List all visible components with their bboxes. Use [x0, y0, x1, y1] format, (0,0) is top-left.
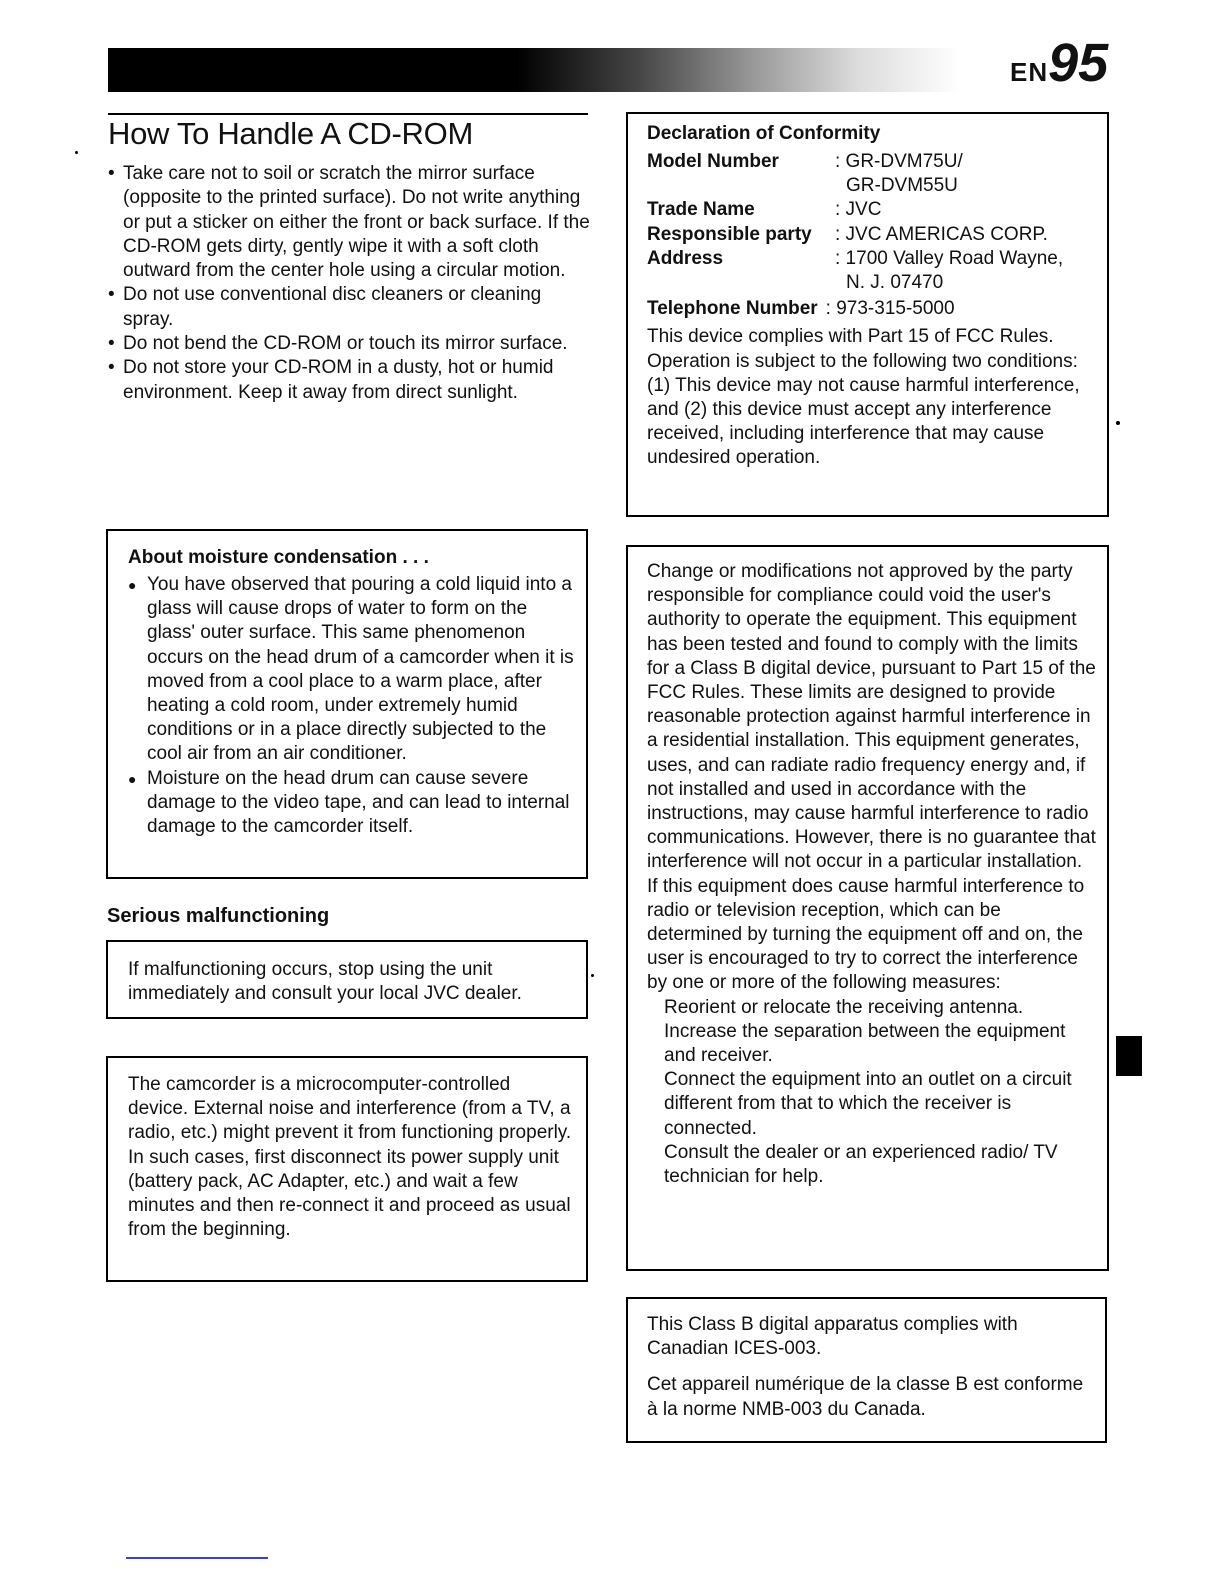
address-label: Address — [647, 247, 724, 269]
measures-list — [647, 996, 1097, 1190]
moisture-heading: About moisture condensation . . . — [128, 547, 429, 568]
fcc-modifications-box — [626, 545, 1109, 1271]
list-item: Consult the dealer or an experienced radio/ TV technician for help. — [664, 1141, 1058, 1188]
footer-rule — [126, 1557, 268, 1559]
telephone-label: Telephone Number — [647, 298, 818, 320]
scan-speck — [75, 151, 78, 154]
cd-rom-bullet-list — [108, 162, 593, 405]
spec-row-model — [647, 150, 1097, 198]
responsible-party-value: : JVC AMERICAS CORP. — [835, 223, 1048, 245]
page-title: How To Handle A CD-ROM — [108, 116, 473, 151]
page-number — [1010, 33, 1109, 96]
fcc-statement: This device complies with Part 15 of FCC Rules. Operation is subject to the following two conditions: — [647, 326, 1078, 372]
list-item: Reorient or relocate the receiving antenna. — [664, 996, 1024, 1018]
scan-speck — [591, 974, 594, 977]
list-item: ● You have observed that pouring a cold liquid into a glass will cause drops of water to form on the glass' outer surface. This same phenomenon occurs on the head drum of a camcorder when it is moved from a cool place to a warm place, after heating a cold room, under extremely humid conditions or in a place directly subjected to the cool air from an air conditioner. — [128, 573, 574, 767]
canada-english-text: This Class B digital apparatus complies with Canadian ICES-003. — [647, 1314, 1018, 1360]
moisture-list — [128, 573, 574, 839]
trade-name-label: Trade Name — [647, 199, 755, 221]
modifications-text: Change or modifications not approved by the party responsible for compliance could void the user's authority to operate the equipment. This equipment has been tested and found to comply with the limits for a Class B digital device, pursuant to Part 15 of the FCC Rules. These limits are designed to provide reasonable protection against harmful interference in a residential installation. This equipment generates, uses, and can radiate radio frequency energy and, if not installed and used in accordance with the instructions, may cause harmful interference to radio communications. However, there is no guarantee that interference will not occur in a particular installation. If this equipment does cause harmful interference to radio or television reception, which can be determined by turning the equipment off and on, the user is encouraged to try to correct the interference by one or more of the following measures: — [647, 561, 1096, 994]
section-marker — [1116, 1036, 1142, 1076]
model-number-value — [835, 150, 1097, 198]
address-line-2: N. J. 07470 — [846, 272, 944, 294]
model-number-line-2: GR-DVM55U — [846, 175, 958, 197]
title-rule — [108, 113, 588, 115]
list-item: Connect the equipment into an outlet on a circuit different from that to which the receiver is connected. — [664, 1069, 1072, 1139]
list-item: • Take care not to soil or scratch the mirror surface (opposite to the printed surface). Do not write anything or put a sticker on either the front or back surface. If the CD-ROM gets dirty, gently wipe it with a soft cloth outward from the center hole using a circular motion. — [108, 162, 593, 283]
list-item: • Do not use conventional disc cleaners or cleaning spray. — [108, 283, 593, 332]
page-number-value: 95 — [1048, 33, 1109, 93]
page-number-prefix: EN — [1010, 57, 1049, 87]
list-item: Increase the separation between the equipment and receiver. — [664, 1020, 1066, 1067]
spec-row-address — [647, 247, 1097, 295]
address-line-1: : 1700 Valley Road Wayne, — [835, 247, 1064, 269]
canada-french-text: Cet appareil numérique de la classe B est conforme à la norme NMB-003 du Canada. — [647, 1374, 1084, 1420]
model-number-line-1: : GR-DVM75U/ — [835, 151, 963, 172]
spec-row-trade — [647, 198, 1097, 222]
microcomputer-box — [106, 1056, 588, 1282]
model-number-label: Model Number — [647, 151, 779, 172]
scan-speck — [1116, 421, 1120, 425]
conformity-heading: Declaration of Conformity — [647, 123, 881, 144]
moisture-condensation-box — [106, 529, 588, 879]
malfunction-text: If malfunctioning occurs, stop using the unit immediately and consult your local JVC dealer. — [128, 959, 522, 1005]
malfunction-heading: Serious malfunctioning — [107, 905, 330, 927]
address-value — [835, 247, 1097, 295]
list-item: ● Moisture on the head drum can cause severe damage to the video tape, and can lead to internal damage to the camcorder itself. — [128, 767, 574, 840]
fcc-conditions: (1) This device may not cause harmful interference, and (2) this device must accept any interference received, including interference that may cause undesired operation. — [647, 374, 1080, 469]
list-item: • Do not bend the CD-ROM or touch its mirror surface. — [108, 332, 593, 356]
trade-name-value: : JVC — [835, 199, 882, 221]
responsible-party-label: Responsible party — [647, 223, 812, 245]
list-item: • Do not store your CD-ROM in a dusty, hot or humid environment. Keep it away from direct sunlight. — [108, 356, 593, 405]
canada-compliance-box — [626, 1297, 1107, 1443]
malfunction-box — [106, 940, 588, 1019]
spec-row-party — [647, 223, 1097, 247]
header-bar — [108, 48, 960, 92]
declaration-of-conformity-box — [626, 112, 1109, 517]
spec-row-telephone — [647, 297, 1097, 321]
microcomputer-text: The camcorder is a microcomputer-controlled device. External noise and interference (from a TV, a radio, etc.) might prevent it from functioning properly. In such cases, first disconnect its power supply unit (battery pack, AC Adapter, etc.) and wait a few minutes and then re-connect it and proceed as usual from the beginning. — [128, 1074, 572, 1241]
telephone-value: : 973-315-5000 — [825, 298, 955, 320]
